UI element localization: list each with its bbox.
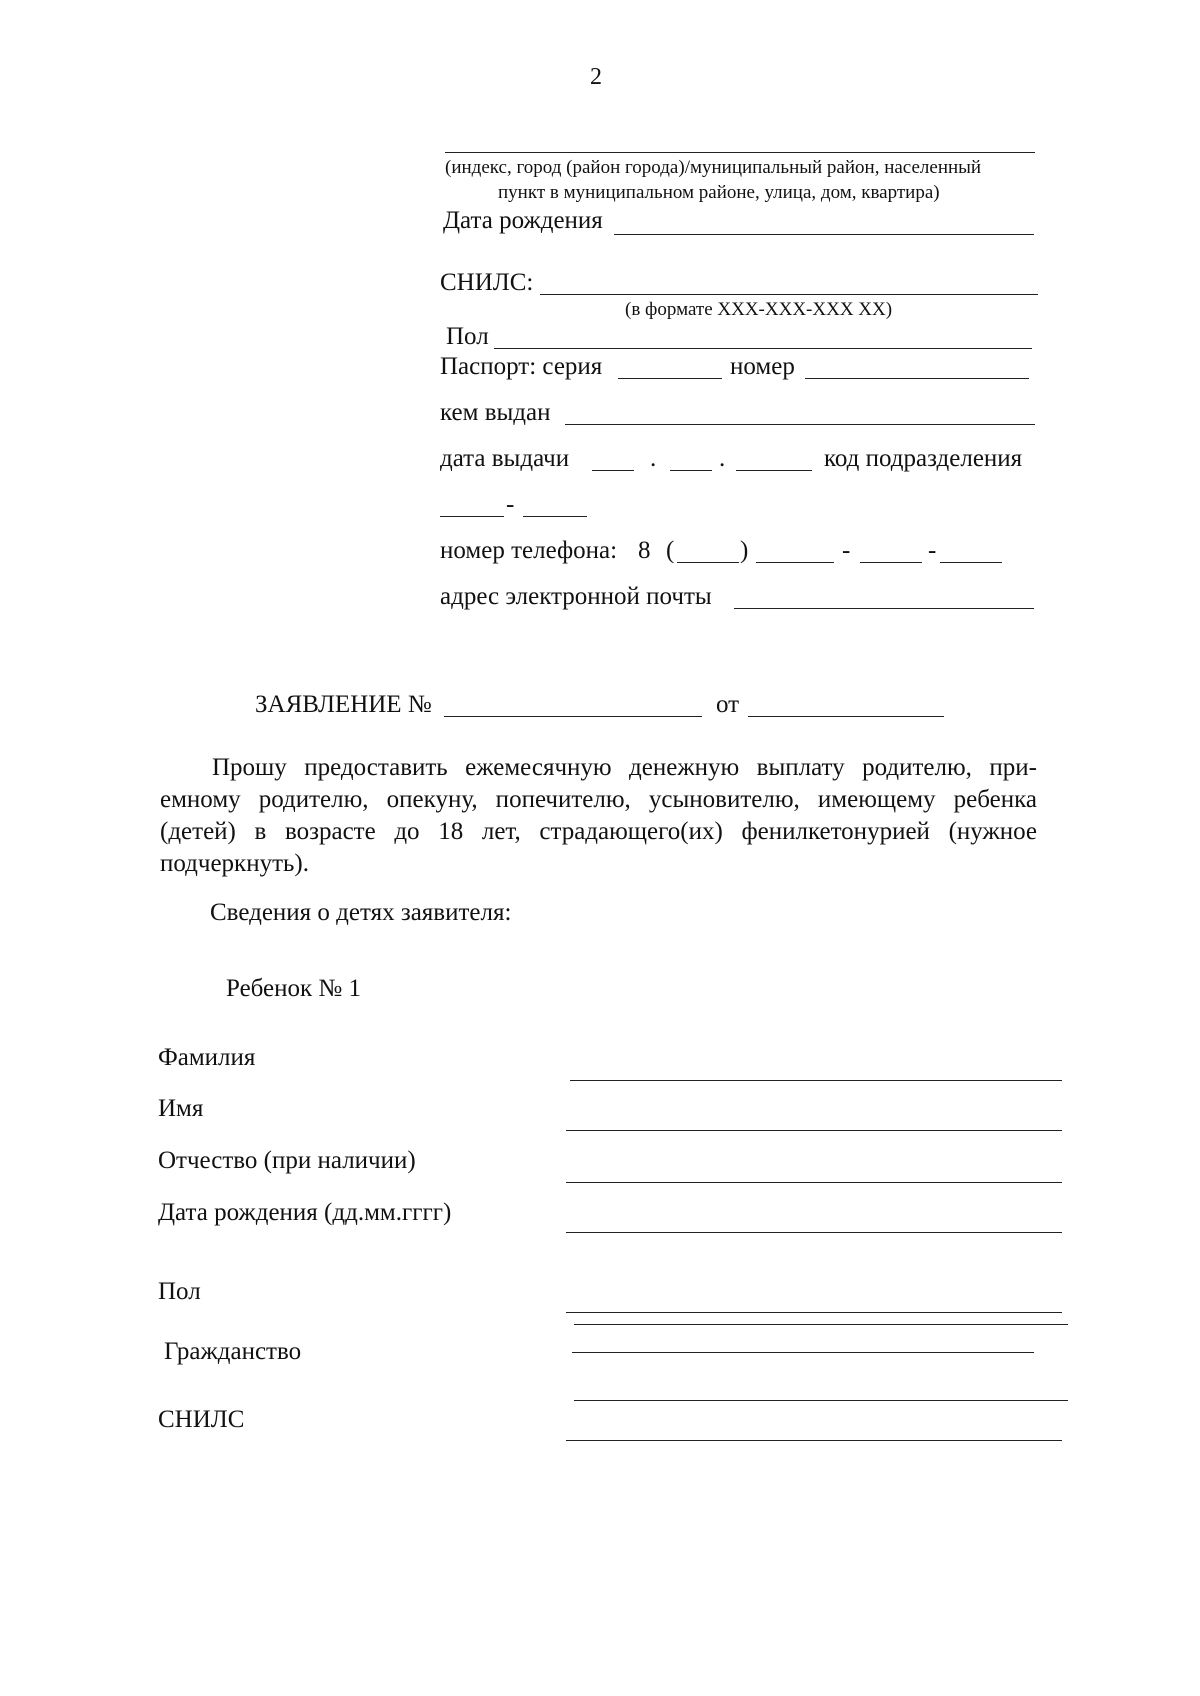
snils-format-hint: (в формате XXX-XXX-XXX XX) (625, 299, 893, 320)
passport-series-field[interactable] (618, 378, 722, 379)
child-surname-label: Фамилия (158, 1044, 256, 1071)
issue-date-dot-1: . (650, 445, 657, 472)
sex-label: Пол (446, 323, 489, 350)
birth-date-field[interactable] (614, 234, 1034, 235)
address-caption-line-1: (индекс, город (район города)/муниципальный район, населенный (445, 157, 982, 178)
child-name-label: Имя (158, 1095, 204, 1122)
phone-dash-1: - (842, 537, 851, 564)
child-citizenship-label: Гражданство (164, 1338, 302, 1365)
child-sex-field[interactable] (566, 1312, 1062, 1313)
snils-field[interactable] (540, 294, 1038, 295)
paragraph-line-1: Прошу предоставить ежемесячную денежную выплату родителю, при- (212, 754, 1037, 781)
department-code-part-2-field[interactable] (523, 516, 587, 517)
address-caption-line-2: пункт в муниципальном районе, улица, дом, квартира) (498, 182, 940, 203)
phone-label: номер телефона: (440, 537, 618, 564)
child-heading: Ребенок № 1 (226, 975, 362, 1002)
issued-by-label: кем выдан (440, 399, 551, 426)
child-birth-date-label: Дата рождения (дд.мм.гггг) (158, 1199, 452, 1226)
department-code-part-1-field[interactable] (440, 516, 504, 517)
child-name-field[interactable] (566, 1130, 1062, 1131)
paragraph-line-4: подчеркнуть). (160, 850, 309, 877)
phone-open-paren: ( (666, 537, 675, 564)
child-sex-field-second-line (574, 1324, 1068, 1325)
phone-area-code-field[interactable] (677, 562, 739, 563)
phone-part-2-field[interactable] (860, 562, 922, 563)
passport-number-label: номер (730, 353, 795, 380)
phone-prefix: 8 (638, 537, 651, 564)
application-number-field[interactable] (444, 716, 702, 717)
child-birth-date-field[interactable] (566, 1232, 1062, 1233)
issue-date-day-field[interactable] (592, 470, 634, 471)
application-date-field[interactable] (748, 716, 944, 717)
issued-by-field[interactable] (565, 424, 1035, 425)
application-from-label: от (716, 691, 740, 718)
phone-part-3-field[interactable] (940, 562, 1002, 563)
application-request-paragraph (160, 752, 1037, 880)
phone-close-paren: ) (740, 537, 749, 564)
paragraph-line-2: емному родителю, опекуну, попечителю, усыновителю, имеющему ребенка (160, 786, 1037, 813)
application-title: ЗАЯВЛЕНИЕ № (255, 691, 432, 718)
issue-date-label: дата выдачи (440, 445, 570, 472)
passport-series-label: Паспорт: серия (440, 353, 603, 380)
extra-blank-line[interactable] (574, 1400, 1068, 1401)
child-patronymic-label: Отчество (при наличии) (158, 1147, 416, 1174)
child-patronymic-field[interactable] (566, 1182, 1062, 1183)
sex-field[interactable] (494, 348, 1032, 349)
issue-date-dot-2: . (719, 445, 726, 472)
child-surname-field[interactable] (570, 1080, 1062, 1081)
phone-part-1-field[interactable] (756, 562, 834, 563)
issue-date-month-field[interactable] (670, 470, 712, 471)
email-field[interactable] (734, 608, 1034, 609)
email-label: адрес электронной почты (440, 583, 712, 610)
issue-date-year-field[interactable] (736, 470, 812, 471)
child-snils-field[interactable] (566, 1440, 1062, 1441)
passport-number-field[interactable] (805, 378, 1029, 379)
child-sex-label: Пол (158, 1278, 201, 1305)
paragraph-line-3: (детей) в возрасте до 18 лет, страдающего(их) фенилкетонурией (нужное (160, 818, 1037, 845)
page-number: 2 (590, 64, 602, 90)
child-citizenship-field[interactable] (572, 1352, 1034, 1353)
department-code-label: код подразделения (824, 445, 1023, 472)
address-field-line[interactable] (445, 152, 1035, 153)
birth-date-label: Дата рождения (443, 207, 603, 234)
phone-dash-2: - (928, 537, 937, 564)
children-info-label: Сведения о детях заявителя: (210, 899, 512, 926)
child-snils-label: СНИЛС (158, 1406, 245, 1433)
snils-label: СНИЛС: (440, 269, 534, 296)
department-code-dash: - (506, 491, 515, 518)
